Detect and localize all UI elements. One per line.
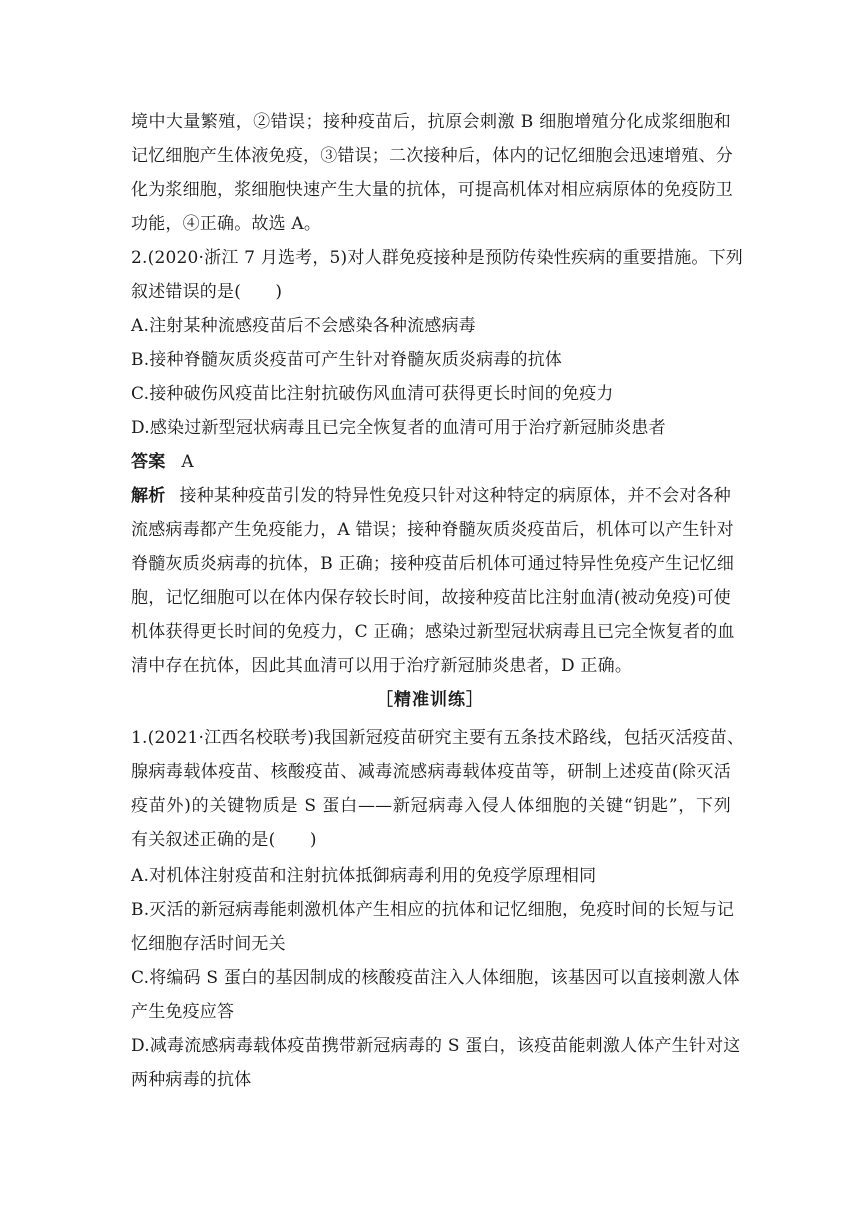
paragraph-line: 境中大量繁殖，②错误；接种疫苗后，抗原会刺激 B 细胞增殖分化成浆细胞和 [131,112,731,132]
question-stem: 疫苗外)的关键物质是 S 蛋白——新冠病毒入侵人体细胞的关键“钥匙”，下列 [131,796,731,816]
analysis-line: 清中存在抗体，因此其血清可以用于治疗新冠肺炎患者，D 正确。 [131,656,633,676]
option-a: A.注射某种流感疫苗后不会感染各种流感病毒 [131,316,476,336]
question-stem: 叙述错误的是( ) [131,282,283,302]
paragraph-line: 记忆细胞产生体液免疫，③错误；二次接种后，体内的记忆细胞会迅速增殖、分 [131,146,733,166]
section-title: ［精准训练］ [376,690,484,710]
answer-value: A [181,452,194,472]
answer-label: 答案 [131,452,166,472]
option-c: C.接种破伤风疫苗比注射抗破伤风血清可获得更长时间的免疫力 [131,384,614,404]
analysis-line: 流感病毒都产生免疫能力，A 错误；接种脊髓灰质炎疫苗后，机体可以产生针对 [131,520,734,540]
analysis-line: 胞，记忆细胞可以在体内保存较长时间，故接种疫苗比注射血清(被动免疫)可使 [131,588,731,608]
option-c-cont: 产生免疫应答 [131,1002,235,1022]
option-d: D.减毒流感病毒载体疫苗携带新冠病毒的 S 蛋白，该疫苗能刺激人体产生针对这 [131,1036,741,1056]
option-d-cont: 两种病毒的抗体 [131,1070,252,1090]
analysis-label: 解析 [131,486,166,506]
question-stem: 1.(2021·江西名校联考)我国新冠疫苗研究主要有五条技术路线，包括灭活疫苗、 [131,728,745,748]
question-stem: 2.(2020·浙江 7 月选考，5)对人群免疫接种是预防传染性疾病的重要措施。下列 [131,248,743,268]
analysis-line: 脊髓灰质炎病毒的抗体，B 正确；接种疫苗后机体可通过特异性免疫产生记忆细 [131,554,735,574]
question-stem: 腺病毒载体疫苗、核酸疫苗、减毒流感病毒载体疫苗等，研制上述疫苗(除灭活 [131,762,731,782]
answer-row [131,450,731,474]
analysis-line: 机体获得更长时间的免疫力，C 正确；感染过新型冠状病毒且已完全恢复者的血 [131,622,735,642]
option-d: D.感染过新型冠状病毒且已完全恢复者的血清可用于治疗新冠肺炎患者 [131,418,666,438]
option-b-cont: 忆细胞存活时间无关 [131,934,286,954]
analysis-line: 接种某种疫苗引发的特异性免疫只针对这种特定的病原体，并不会对各种 [179,486,731,506]
option-b: B.接种脊髓灰质炎疫苗可产生针对脊髓灰质炎病毒的抗体 [131,350,563,370]
paragraph-line: 功能，④正确。故选 A。 [131,214,322,234]
option-b: B.灭活的新冠病毒能刺激机体产生相应的抗体和记忆细胞，免疫时间的长短与记 [131,900,735,920]
option-a: A.对机体注射疫苗和注射抗体抵御病毒利用的免疫学原理相同 [131,866,597,886]
option-c: C.将编码 S 蛋白的基因制成的核酸疫苗注入人体细胞，该基因可以直接刺激人体 [131,968,740,988]
paragraph-line: 化为浆细胞，浆细胞快速产生大量的抗体，可提高机体对相应病原体的免疫防卫 [131,180,733,200]
question-stem: 有关叙述正确的是( ) [131,830,317,850]
analysis-row [131,484,731,508]
